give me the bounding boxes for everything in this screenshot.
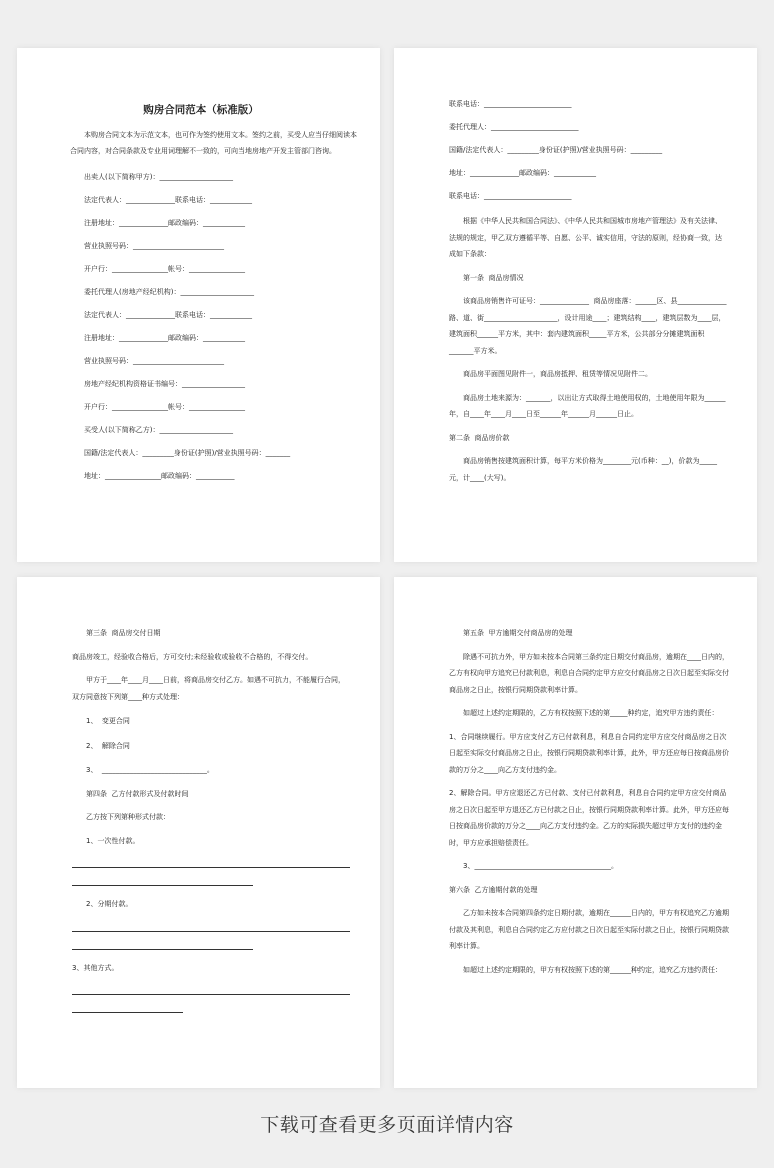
field-line: 营业执照号码：__________________________	[84, 357, 224, 365]
article-paragraph: 3、_______________________________________。	[463, 862, 618, 870]
article-heading: 第五条 甲方逾期交付商品房的处理	[463, 629, 573, 637]
article-paragraph: 如超过上述约定期限的，甲方有权按照下述的第______种约定，追究乙方违约责任：	[463, 965, 722, 974]
field-line: 法定代表人：______________联系电话：____________	[84, 196, 252, 204]
document-page-1	[17, 48, 380, 562]
field-line: 法定代表人：______________联系电话：____________	[84, 311, 252, 319]
payment-option: 2、分期付款。	[86, 900, 133, 908]
field-line: 地址：______________邮政编码：____________	[449, 169, 596, 177]
article-heading: 第六条 乙方逾期付款的处理	[449, 885, 538, 894]
article-heading: 第三条 商品房交付日期	[86, 629, 161, 637]
field-line: 委托代理人(房地产经纪机构)：_____________________	[84, 288, 254, 296]
field-line: 买受人(以下简称乙方)：_____________________	[84, 426, 233, 434]
article-paragraph: 如超过上述约定期限的，乙方有权按照下述的第_____种约定，追究甲方违约责任：	[463, 709, 719, 717]
field-line: 联系电话：_________________________	[449, 192, 572, 200]
field-line: 营业执照号码：__________________________	[84, 242, 224, 250]
field-line: 开户行：________________帐号：________________	[84, 265, 245, 273]
field-line: 房地产经纪机构资格证书编号：__________________	[84, 380, 245, 388]
field-line: 注册地址：______________邮政编码：____________	[84, 334, 245, 342]
article-paragraph: 商品房销售按建筑面积计算，每平方米价格为________元(币种：__)，价款为_____元，计____(大写)。	[449, 457, 717, 482]
article-paragraph: 除遇不可抗力外，甲方如未按本合同第三条约定日期交付商品房，逾期在____日内的，乙方有权向甲方追究已付款利息，利息自合同约定甲方应交付商品房之日次日起至实际交付商品房之日止，按银行同期贷款利率计算。	[449, 652, 729, 694]
article-paragraph: 甲方于____年____月____日前，将商品房交付乙方。如遇不可抗力，不能履行合同，双方同意按下列第____种方式处理：	[72, 676, 345, 701]
blank-line	[72, 1012, 183, 1013]
option-item: 3、 ______________________________。	[86, 766, 214, 774]
blank-line	[72, 867, 350, 868]
article-paragraph: 该商品房销售许可证号：______________ 商品房座落：______区、县______________路、道、街_____________________，设计用途____；建筑结构____，建筑层数为____层，建筑面积______平方米，其中：套内建筑面积_____平方米，公共部分分摊建筑面积_______平方米。	[449, 297, 727, 355]
intro-paragraph: 本购房合同文本为示范文本，也可作为签约使用文本。签约之前，买受人应当仔细阅读本合同内容，对合同条款及专业用词理解不一致的，可向当地房地产开发主管部门咨询。	[70, 131, 357, 155]
article-paragraph: 商品房平面图见附件一，商品房抵押、租赁等情况见附件二。	[463, 370, 652, 378]
blank-line	[72, 949, 253, 950]
document-page-4	[394, 577, 757, 1088]
article-paragraph: 2、解除合同。甲方应退还乙方已付款、支付已付款利息，利息自合同约定甲方应交付商品房之日次日起至甲方退还乙方已付款之日止，按银行同期贷款利率计算。此外，甲方还应每日按商品房价款的万分之____向乙方支付违约金。乙方的实际损失超过甲方支付的违约金时，甲方应承担赔偿责任。	[449, 789, 729, 847]
article-paragraph: 商品房竣工，经验收合格后，方可交付;未经验收或验收不合格的，不得交付。	[72, 652, 313, 661]
field-line: 委托代理人：_________________________	[449, 123, 579, 131]
option-item: 2、 解除合同	[86, 741, 130, 750]
document-page-2	[394, 48, 757, 562]
download-caption: 下载可查看更多页面详情内容	[260, 1114, 514, 1136]
field-line: 联系电话：_________________________	[449, 100, 572, 108]
document-page-3	[17, 577, 380, 1088]
field-line: 国籍/法定代表人：_________身份证(护照)/营业执照号码：_______	[84, 449, 291, 457]
payment-option: 3、其他方式。	[72, 963, 119, 972]
article-paragraph: 商品房土地来源为：_______，以出让方式取得土地使用权的，土地使用年限为______年，自____年____月____日至______年______月______日止。	[449, 393, 726, 418]
article-heading: 第一条 商品房情况	[463, 273, 524, 282]
blank-line	[72, 994, 350, 995]
article-heading: 第四条 乙方付款形式及付款时间	[86, 789, 189, 798]
field-line: 国籍/法定代表人：_________身份证(护照)/营业执照号码：_________	[449, 146, 663, 154]
blank-line	[72, 931, 350, 932]
preamble-paragraph: 根据《中华人民共和国合同法》、《中华人民共和国城市房地产管理法》及有关法律、法规的规定，甲乙双方遵循平等、自愿、公平、诚实信用，守法的原则，经协商一致，达成如下条款：	[449, 217, 722, 258]
article-heading: 第二条 商品房价款	[449, 433, 510, 442]
field-line: 出卖人(以下简称甲方)：_____________________	[84, 173, 233, 181]
payment-option: 1、一次性付款。	[86, 836, 140, 845]
field-line: 开户行：________________帐号：________________	[84, 403, 245, 411]
article-paragraph: 乙方如未按本合同第四条约定日期付款，逾期在______日内的，甲方有权追究乙方逾期付款及其利息，利息自合同约定乙方应付款之日次日起至实际付款之日止，按银行同期贷款利率计算。	[449, 909, 729, 950]
contract-title: 购房合同范本（标准版）	[143, 104, 259, 116]
field-line: 注册地址：______________邮政编码：____________	[84, 219, 245, 227]
field-line: 地址：________________邮政编码：___________	[84, 472, 235, 480]
article-paragraph: 乙方按下列第种形式付款：	[86, 813, 170, 821]
blank-line	[72, 885, 253, 886]
option-item: 1、 变更合同	[86, 717, 130, 725]
article-paragraph: 1、合同继续履行。甲方应支付乙方已付款利息，利息自合同约定甲方应交付商品房之日次日起至实际交付商品房之日止，按银行同期贷款利率计算，此外，甲方还应每日按商品房价款的万分之____向乙方支付违约金。	[449, 732, 729, 774]
